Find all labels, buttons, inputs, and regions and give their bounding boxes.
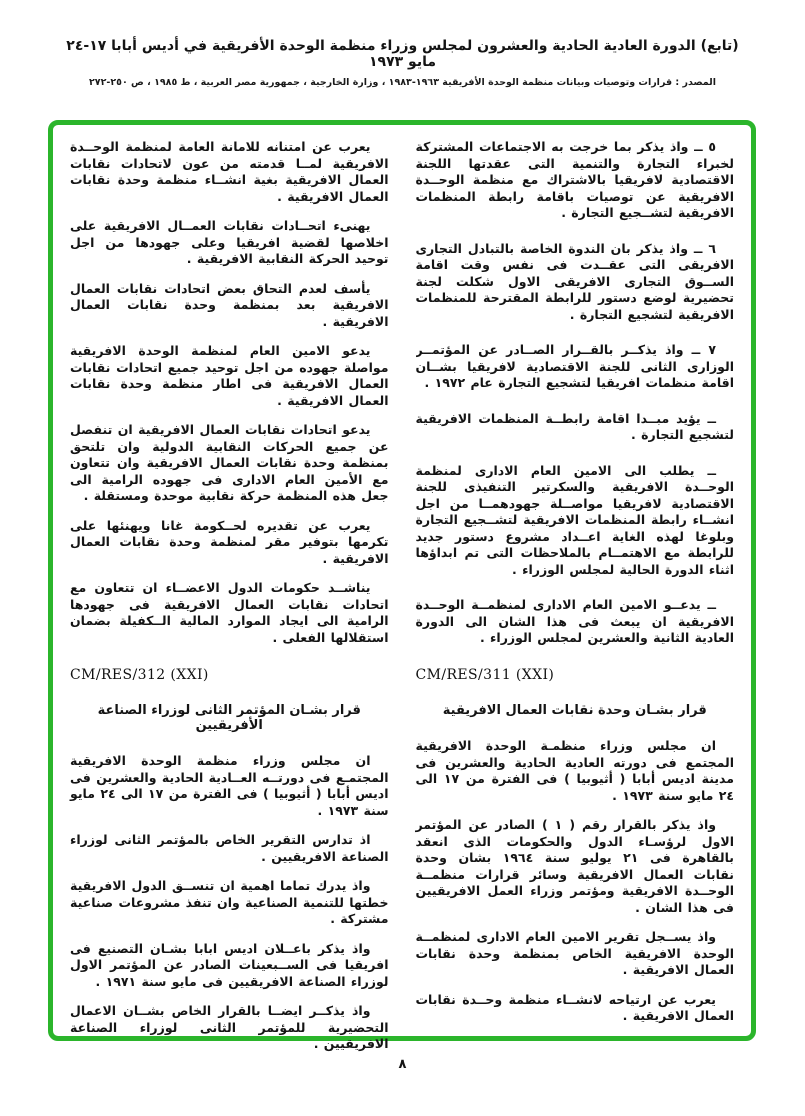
paragraph: ــ يطلب الى الامين العام الادارى لمنظمة الوحــدة الافريقية والسكرتير التنفيذى للجنة الاقتصادية لافريقيا مواصــلة جهودهمــا من اجل انشــاء رابطة المنظمات الافريقية لتشــجيع التجارة وبلوغا لهذه الغاية اعــداد مشروع دستور جديد للرابطة مع الاهتمــام بالملاحظات التى تم ابداؤها اثناء الدورة الحالية لمجلس الوزراء .: [415, 462, 734, 577]
paragraph: واذ يذكر باعــلان اديس ابابا بشـان التصنيع فى افريقيا فى الســبعينات الصادر عن المؤتمر الاول لوزراء الصناعة الافريقيين فى مايو سنة ١٩٧١ .: [70, 940, 389, 989]
resolution-311: [416, 667, 735, 1025]
two-column-layout: [70, 139, 734, 1051]
paragraph: واذ يســجل تقرير الامين العام الادارى لمنظمــة الوحدة الافريقية الخاص بمنظمة وحدة نقابات العمال الافريقية .: [415, 929, 734, 977]
left-column: [70, 139, 389, 1051]
paragraph: يناشــد حكومات الدول الاعضــاء ان تتعاون مع اتحادات نقابات العمال الافريقية فى جهودها الرامية الى ايجاد الموارد المالية الــكفيلة بضمان استقلالها الفعلى .: [70, 580, 389, 645]
paragraph: واذ يذكــر ايضــا بالقرار الخاص بشــان الاعمال التحضيرية للمؤتمر الثانى لوزراء الصناعة الافريقيين .: [70, 1003, 389, 1051]
resolution-311-id: CM/RES/311 (XXI): [415, 667, 555, 683]
paragraph: يدعو اتحادات نقابات العمال الافريقية ان تنفصل عن جميع الحركات النقابية الدولية وان تلتحق بمنظمة وحدة نقابات العمال الافريقية وان تتعاون مع الأمين العام الادارى فى جهوده الرامية الى جعل هذه المنظمة حركة نقابية موحدة ومستقلة .: [70, 422, 389, 503]
paragraph: واذ يذكر بالقرار رقم ( ١ ) الصادر عن المؤتمر الاول لرؤسـاء الدول والحكومات الذى انعقد بالقاهرة فى ٢١ يوليو سنة ١٩٦٤ بشان وحدة نقابات العمال الافريقية وسائر قرارات منظمــة الوحــدة الافريقية ومؤتمر وزراء العمل الافريقيين فى هذا الشان .: [415, 817, 734, 915]
page-number: ٨: [398, 1057, 407, 1072]
resolution-312-title: قرار بشـان المؤتمر الثانى لوزراء الصناعة الأفريقيين: [97, 703, 361, 733]
resolution-311-continuation: [70, 139, 389, 665]
paragraph: واذ يدرك تماما اهمية ان تنســق الدول الافريقية خطتها للتنمية الصناعية وان تنفذ مشروعات صناعية مشتركة .: [70, 878, 389, 926]
paragraph: ان مجلس وزراء منظمـة الوحدة الافريقية المجتمع فى دورته العادية الحادية والعشرين فى مدينة اديس أبابا ( أثيوبيا ) فى الفترة من ١٧ الى ٢٤ مايو سنة ١٩٧٣ .: [415, 738, 734, 803]
page-header: [50, 38, 755, 88]
paragraph: يعرب عن امتنانه للامانة العامة لمنظمة الوحــدة الافريقية لمــا قدمته من عون لاتحادات نقابات العمال الافريقية بغية انشــاء منظمة وحدة نقابات العمال الافريقية .: [70, 139, 389, 204]
session-title: (تابع) الدورة العادية الحادية والعشرون لمجلس وزراء منظمة الوحدة الأفريقية في أديس أبابا ١٧-٢٤ مايو ١٩٧٣: [66, 38, 739, 70]
resolution-312-id: CM/RES/312 (XXI): [70, 667, 209, 683]
right-column: [416, 139, 735, 1028]
paragraph: يعرب عن ارتياحه لانشــاء منظمة وحــدة نقابات العمال الافريقية .: [415, 991, 734, 1023]
source-citation: المصدر : قرارات وتوصيات وبيانات منظمة الوحدة الأفريقية ١٩٦٣-١٩٨٣ ، وزارة الخارجية ، جمهورية مصر العربية ، ط ١٩٨٥ ، ص ٢٥٠-٢٧٢: [88, 77, 716, 88]
paragraph: ــ يؤيد مبــدا اقامة رابطــة المنظمات الافريقية لتشجيع التجارة .: [415, 410, 734, 442]
resolution-310-continuation: [416, 139, 735, 665]
paragraph: يعرب عن تقديره لحــكومة غانا ويهنئها على تكرمها بتوفير مقر لمنظمة وحدة نقابات العمال الافريقية .: [70, 517, 389, 566]
paragraph: يهنىء اتحــادات نقابات العمــال الافريقية على اخلاصها لقضية افريقيا وعلى جهودها من اجل توحيد الحركة النقابية الافريقية .: [70, 218, 389, 266]
paragraph: يأسف لعدم التحاق بعض اتحادات نقابات العمال الافريقية بعد بمنظمة وحدة نقابات العمال الافريقية .: [70, 280, 389, 329]
paragraph: ان مجلس وزراء منظمة الوحدة الافريقية المجتمـع فى دورتــه العــادية الحادية والعشرين فى اديس أبابا ( أثيوبيا ) فى الفترة من ١٧ الى ٢٤ مايو سنة ١٩٧٣ .: [70, 753, 389, 818]
resolution-312: [70, 667, 389, 1053]
paragraph: ٧ ــ واذ يذكــر بالقــرار الصــادر عن المؤتمــر الوزارى الثانى للجنة الاقتصادية لافريقيا بشــان اقامة منظمات افريقيا لتشجيع التجارة عام ١٩٧٢ .: [415, 342, 734, 390]
paragraph: يدعو الامين العام لمنظمة الوحدة الافريقية مواصلة جهوده من اجل توحيد جميع اتحادات نقابات العمال الافريقية فى اطار منظمة وحدة نقابات العمال الافريقية .: [70, 343, 389, 408]
highlighted-content-box: [48, 120, 756, 1051]
paragraph: ٥ ــ واذ يذكر بما خرجت به الاجتماعات المشتركة لخبراء التجارة والتنمية التى عقدتها اللجنة الاقتصادية لافريقيا بالاشتراك مع منظمة الوحــدة الافريقية عن توصيات باقامة رابطة المنظمات الافريقية لتشــجيع التجارة .: [415, 139, 734, 220]
paragraph: ــ يدعــو الامين العام الادارى لمنظمــة الوحــدة الافريقية ان يبعث فى هذا الشان الى الدورة العادية الثانية والعشرين لمجلس الوزراء .: [415, 597, 734, 645]
resolution-311-title: قرار بشـان وحدة نقابات العمال الافريقية: [442, 703, 707, 718]
paragraph: ٦ ــ واذ يذكر بان الندوة الخاصة بالتبادل التجارى الافريقى التى عقــدت فى نفس وقت اقامة الســوق التجارى الافريقى الاول شكلت لجنة تحضيرية لوضع دستور للرابطة المقترحة للمنظمات الافريقية لتشجيع التجارة .: [415, 240, 734, 322]
paragraph: اذ تدارس التقرير الخاص بالمؤتمر الثانى لوزراء الصناعة الافريقيين .: [70, 832, 389, 864]
